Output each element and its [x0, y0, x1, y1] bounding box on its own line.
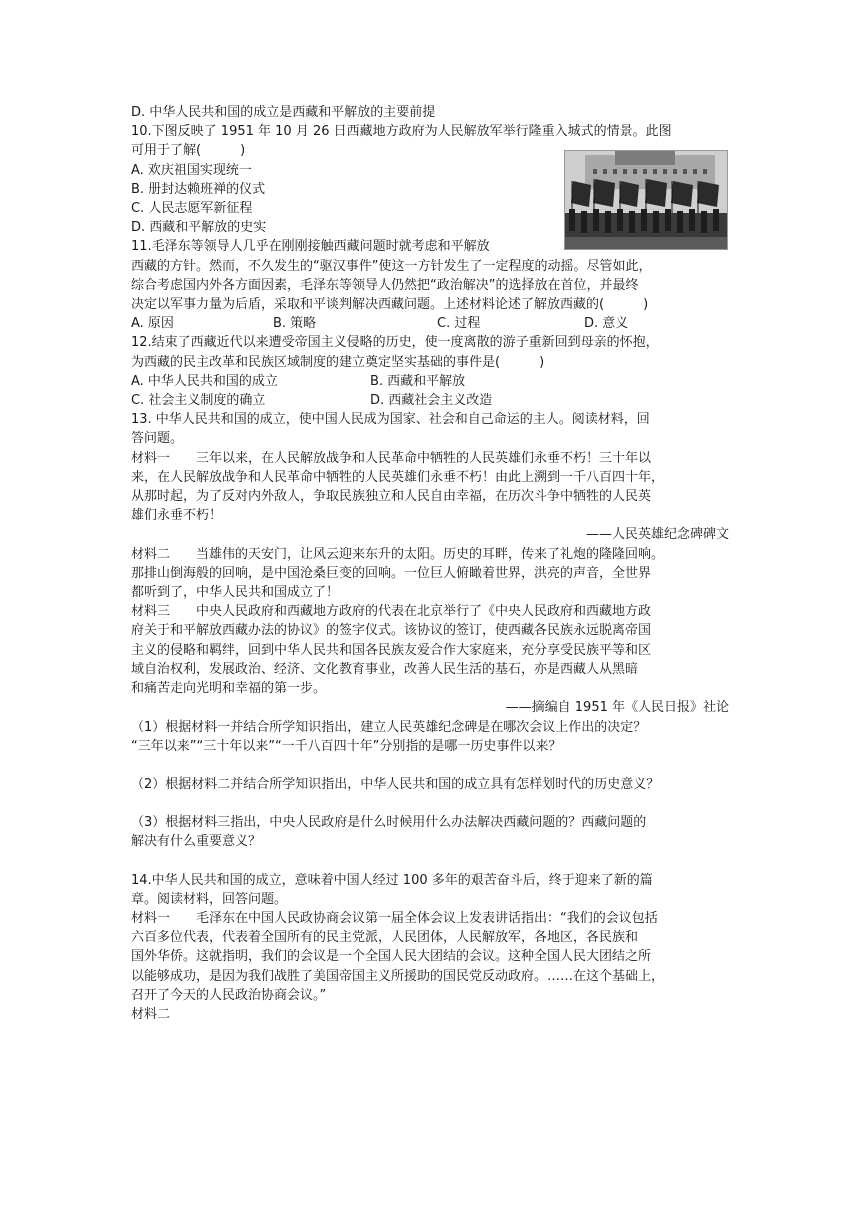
- q11-stem-cont: 综合考虑国内外各方面因素，毛泽东等领导人仍然把“政治解决”的选择放在首位，并最终: [131, 277, 639, 293]
- q14-stem: 14.中华人民共和国的成立，意味着中国人经过 100 多年的艰苦奋斗后，终于迎来了新的篇: [131, 872, 653, 888]
- q13-sub1-cont: “三年以来”“三十年以来”“一千八百四十年”分别指的是哪一历史事件以来？: [131, 738, 562, 754]
- q11-option-a: A. 原因: [131, 316, 174, 332]
- answer-space: [131, 852, 729, 871]
- q10-option-b: B. 册封达赖班禅的仪式: [131, 181, 266, 197]
- q12-option-a: A. 中华人民共和国的成立: [131, 373, 278, 389]
- material-3-cont: 府关于和平解放西藏办法的协议》的签字仪式。该协议的签订，使西藏各民族永远脱离帝国: [131, 623, 652, 639]
- q14-stem-cont: 章。阅读材料，回答问题。: [131, 891, 288, 907]
- answer-space: [131, 794, 729, 813]
- q9-option-d: D. 中华人民共和国的成立是西藏和平解放的主要前提: [131, 105, 436, 120]
- material-1-cont: 来，在人民解放战争和人民革命中牺牲的人民英雄们永垂不朽！由此上溯到一千八百四十年，: [131, 469, 665, 485]
- q12-option-b: B. 西藏和平解放: [370, 373, 466, 389]
- material-1-cont: 从那时起，为了反对内外敌人，争取民族独立和人民自由幸福，在历次斗争中牺牲的人民英: [131, 489, 652, 505]
- q11-option-c: C. 过程: [437, 316, 481, 332]
- q11-stem-cont: 决定以军事力量为后盾，采取和平谈判解决西藏问题。上述材料论述了解放西藏的( ): [131, 297, 649, 313]
- q10-option-c: C. 人民志愿军新征程: [131, 201, 253, 217]
- q13-sub3: （3）根据材料三指出，中央人民政府是什么时候用什么办法解决西藏问题的？西藏问题的: [131, 815, 647, 831]
- q14-material-1-cont: 国外华侨。这就指明，我们的会议是一个全国人民大团结的会议。这种全国人民大团结之所: [131, 949, 652, 965]
- material-2-cont: 那排山倒海般的回响，是中国沧桑巨变的回响。一位巨人俯瞰着世界，洪亮的声音，全世界: [131, 565, 652, 581]
- q12-options-row2: [131, 391, 729, 410]
- material-3: 材料三 中央人民政府和西藏地方政府的代表在北京举行了《中央人民政府和西藏地方政: [131, 604, 652, 620]
- q10-option-a: A. 欢庆祖国实现统一: [131, 162, 252, 178]
- q13-sub3-cont: 解决有什么重要意义？: [131, 834, 262, 850]
- q13-stem: 13. 中华人民共和国的成立，使中国人民成为国家、社会和自己命运的主人。阅读材料，回: [131, 412, 650, 428]
- q14-material-2: 材料二: [131, 1006, 171, 1022]
- answer-space: [131, 756, 729, 775]
- q12-option-c: C. 社会主义制度的确立: [131, 393, 266, 409]
- material-1: 材料一 三年以来，在人民解放战争和人民革命中牺牲的人民英雄们永垂不朽！三十年以: [131, 450, 652, 466]
- q12-option-d: D. 西藏社会主义改造: [370, 393, 493, 409]
- q13-stem-cont: 答问题。: [131, 431, 184, 447]
- material-3-cont: 主义的侵略和羁绊，回到中华人民共和国各民族友爱合作大家庭来，充分享受民族平等和区: [131, 642, 652, 658]
- q13-sub2: （2）根据材料二并结合所学知识指出，中华人民共和国的成立具有怎样划时代的历史意义？: [131, 776, 660, 792]
- material-3-cont: 域自治权利，发展政治、经济、文化教育事业，改善人民生活的基石，亦是西藏人从黑暗: [131, 661, 639, 677]
- q12-stem-cont: 为西藏的民主改革和民族区域制度的建立奠定坚实基础的事件是( ): [131, 354, 545, 370]
- q14-material-1-cont: 召开了今天的人民政治协商会议。”: [131, 987, 327, 1003]
- q11-option-d: D. 意义: [584, 316, 629, 332]
- q11-stem-cont: 西藏的方针。然而，不久发生的“驱汉事件”使这一方针发生了一定程度的动摇。尽管如此，: [131, 258, 652, 274]
- q11-stem: 11.毛泽东等领导人几乎在刚刚接触西藏问题时就考虑和平解放: [131, 239, 490, 255]
- q14-material-1-cont: 以能够成功，是因为我们战胜了美国帝国主义所援助的国民党反动政府。……在这个基础上，: [131, 968, 665, 984]
- q12-options-row1: [131, 372, 729, 391]
- entry-ceremony-photo: [564, 150, 728, 250]
- q10-option-d: D. 西藏和平解放的史实: [131, 220, 267, 236]
- q12-stem: 12.结束了西藏近代以来遭受帝国主义侵略的历史，使一度离散的游子重新回到母亲的怀抱，: [131, 335, 659, 351]
- material-1-source: ——人民英雄纪念碑碑文: [585, 527, 729, 543]
- material-2-cont: 都听到了，中华人民共和国成立了！: [131, 585, 340, 601]
- q14-material-1: 材料一 毛泽东在中国人民政协商会议第一届全体会议上发表讲话指出：“我们的会议包括: [131, 910, 658, 926]
- q11-options: [131, 314, 729, 333]
- material-2: 材料二 当雄伟的天安门，让风云迎来东升的太阳。历史的耳畔，传来了礼炮的隆隆回响。: [131, 546, 665, 562]
- material-3-source: ——摘编自 1951 年《人民日报》社论: [505, 700, 729, 716]
- q10-stem-cont: 可用于了解( ): [131, 143, 246, 159]
- material-3-cont: 和痛苦走向光明和幸福的第一步。: [131, 681, 327, 697]
- q10-stem: 10.下图反映了 1951 年 10 月 26 日西藏地方政府为人民解放军举行隆重入城式的情景。此图: [131, 124, 672, 140]
- material-1-cont: 雄们永垂不朽！: [131, 508, 223, 524]
- q13-sub1: （1）根据材料一并结合所学知识指出，建立人民英雄纪念碑是在哪次会议上作出的决定？: [131, 719, 647, 735]
- q11-option-b: B. 策略: [273, 316, 317, 332]
- q14-material-1-cont: 六百多位代表，代表着全国所有的民主党派，人民团体，人民解放军，各地区，各民族和: [131, 930, 639, 946]
